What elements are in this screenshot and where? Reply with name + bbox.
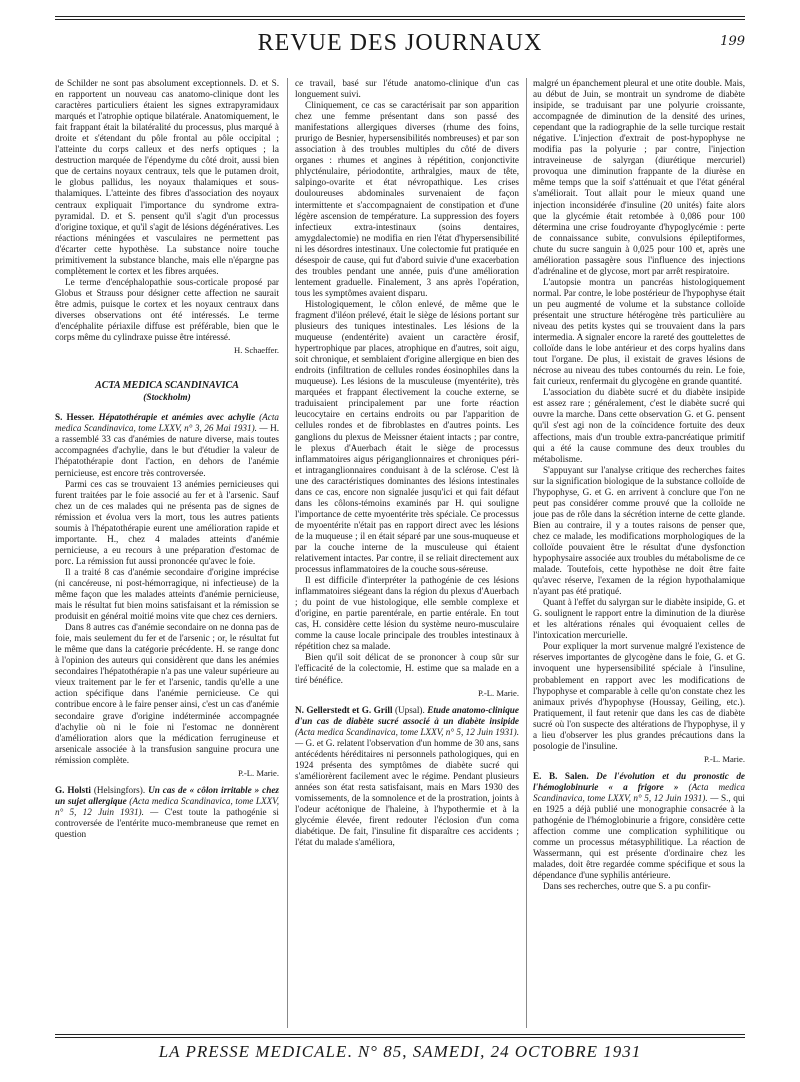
article-location: (Upsal). — [394, 704, 425, 715]
article-author: S. Hesser. — [55, 412, 95, 423]
paragraph: Dans ses recherches, outre que S. a pu confir- — [543, 881, 711, 892]
column-2 — [295, 78, 519, 1028]
page-header — [55, 16, 745, 58]
article-location: (Helsingfors). — [93, 784, 146, 795]
journal-heading: ACTA MEDICA SCANDINAVICA — [95, 380, 239, 392]
paragraph: Parmi ces cas se trouvaient 13 anémies pernicieuses qui furent traitées par le foie associé au fer et à l'arsenic. Sauf chez un de ces malades qui ne présenta pas de signes de rémission et évolua vers la mort, tous les autres patients soumis à l'hépatothérapie eurent une amélioration rapide et importante. H., chez 4 malades atteints d'anémie pernicieuse, a eu recours à une préparation d'estomac de porc. La rémission fut aussi prononcée qu'avec le foie. — [55, 478, 279, 566]
signature: P.-L. Marie. — [703, 753, 745, 764]
article-entry — [55, 412, 279, 478]
article-entry — [533, 771, 745, 881]
paragraph: ce travail, basé sur l'étude anatomo-clinique d'un cas longuement suivi. — [295, 78, 519, 100]
footer-date: SAMEDI, 24 OCTOBRE 1931 — [412, 1042, 642, 1061]
paragraph: Le terme d'encéphalopathie sous-corticale proposé par Globus et Strauss pour désigner cette affection ne saurait être admis, puisque le cortex et les noyaux centraux dans diverses observations ont été intéressés. Le terme d'encéphalite périaxile diffuse est préférable, bien que le corps même du cylindraxe puisse être intéressé. — [55, 276, 279, 343]
article-author: N. Gellerstedt et G. Grill — [295, 704, 393, 715]
header-rule-top — [55, 16, 745, 17]
article-body: G. et G. relatent l'observation d'un homme de 30 ans, sans antécédents héréditaires ni personnels pathologiques, qui en 1924 présenta des symptômes de diabète sucré qui s'améliorèrent facilement avec le régime. Pendant plusieurs années son état resta satisfaisant, mais en Mars 1930 des vomissements, de la somnolence et de la prostration, joints à l'odeur acétonique de l'haleine, à l'hypothermie et à la glycémie élevée, firent redouter l'éclosion d'un coma diabétique. De fait, l'insuline fit disparaître ces accidents ; l'état du malade s'améliora, — [295, 737, 519, 848]
article-columns — [55, 78, 745, 1028]
article-reference: (Acta medica Scandinavica, tome LXXV, n° 5, 12 Juin 1931). — — [533, 781, 745, 803]
paragraph: Quant à l'effet du salyrgan sur le diabète insipide, G. et G. soulignent le rapport entre la diminution de la diurèse et les altérations rénales qui évoquaient celles de l'intoxication mercurielle. — [533, 597, 745, 641]
paragraph: Bien qu'il soit délicat de se prononcer à coup sûr sur l'efficacité de la colectomie, H. estime que sa malade en a tiré bénéfice. — [295, 652, 519, 685]
article-author: G. Holsti — [55, 784, 91, 795]
footer-rule-2 — [55, 1037, 745, 1038]
paragraph: Histologiquement, le côlon enlevé, de même que le fragment d'iléon prélevé, était le siège de lésions portant sur plusieurs des tuniques intestinales. Les lésions de la muqueuse (endentérite) avaient un caractère érosif, hypertrophique par places, atrophique en d'autres, soit aigu, soit chronique, et semblaient d'origine allergique en bien des endroits (infiltration de cellules rondes éosinophiles dans la muqueuse). Les lésions de la musculeuse (myentérite), très marquées et frappant électivement la couche externe, se traduisaient principalement par une forte réaction leucocytaire en certains endroits ou par l'apparition de cellules rondes et de fibroblastes en d'autres points. Les ganglions du plexus de Meissner étaient intacts ; par contre, le plexus d'Auerbach était le siège de processus inflammatoires aigus périganglionnaires et chroniques péri- et intraganglionnaires conduisant à de la sclérose. C'est là une des caractéristiques dominantes des lésions intestinales dans ce cas, encore non signalée jusqu'ici et qui fait défaut dans les côlons-témoins examinés par H. qui souligne l'importance de cette myoentérite très spéciale. Ce processus de myoentérite n'était pas en rapport direct avec les lésions de la muqueuse ; il en était séparé par une sous-muqueuse et par la couche interne de la musculeuse qui étaient relativement intactes. Par contre, il se reliait directement aux processus inflammatoires de la couche sous-séreuse. — [295, 298, 519, 575]
article-body: C'est toute la pathogénie si controversée de l'entérite muco-membraneuse que remet en question — [55, 806, 279, 839]
paragraph: Pour expliquer la mort survenue malgré l'existence de réserves importantes de glycogène dans le foie, G. et G. invoquent une hypersensibilité spéciale à l'insuline, probablement en rapport avec les modifications de l'hypophyse et comparable à celle qu'on constate chez les animaux privés d'hypophyse (Houssay, Geiling, etc.). Pratiquement, il faut retenir que dans les cas de diabète sucré où l'on suspecte des altérations de l'hypophyse, il y a lieu d'observer les plus grandes précautions dans la posologie de l'insuline. — [533, 641, 745, 751]
signature: H. Schaeffer. — [234, 345, 279, 356]
article-reference: (Acta medica Scandinavica, tome LXXV, n° 5, 12 Juin 1931). — — [295, 726, 519, 748]
signature: P.-L. Marie. — [477, 687, 519, 698]
article-title: De l'évolution et du pronostic de l'hémoglobinurie « a frigore » — [533, 770, 745, 792]
footer-text: LA PRESSE MEDICALE. N° 85, SAMEDI, 24 OCTOBRE 1931 — [158, 1042, 642, 1061]
article-author: E. B. Salen. — [533, 770, 589, 781]
journal-city: (Stockholm) — [143, 393, 191, 404]
column-divider — [287, 78, 288, 1028]
signature: P.-L. Marie. — [237, 767, 279, 778]
article-reference: (Acta medica Scandinavica, tome LXXV, n° 5, 12 Juin 1931). — — [55, 795, 279, 817]
article-title: Etude anatomo-clinique d'un cas de diabète sucré associé à un diabète insipide — [295, 704, 519, 726]
header-rule-top-2 — [55, 19, 745, 20]
paragraph: Cliniquement, ce cas se caractérisait par son apparition chez une femme présentant dans son passé des manifestations allergiques diverses (rhume des foins, prurigo de Besnier, hypersensibilités nombreuses) et par son association à des troubles multiples du côté de divers organes : rhumes et angines à répétition, conjonctivite phlycténulaire, périodontite, arthralgies, maux de tête, salpingo-ovarite et état névropathique. Les crises douloureuses abdominales survenaient de façon intermittente et s'accompagnaient de constipation et d'une légère ascension de température. La suppression des foyers infectieux extra-intestinaux (soins dentaires, amygdalectomie) ne modifia en rien l'état d'hypersensibilité ni les désordres intestinaux. Une colectomie fut pratiquée en désespoir de cause, qui fut d'abord suivie d'une exacerbation des troubles pendant une année, puis d'une amélioration lentement graduelle. Finalement, 3 ans après l'opération, tous les symptômes avaient disparu. — [295, 100, 519, 298]
article-entry — [55, 785, 279, 840]
article-title: Un cas de « côlon irritable » chez un sujet allergique — [55, 784, 279, 806]
page-number: 199 — [720, 34, 745, 49]
article-title: Hépatothérapie et anémies avec achylie — [98, 412, 256, 423]
footer-rule — [55, 1034, 745, 1035]
article-body: S., qui en 1925 a déjà publié une monographie consacrée à la pathogénie de l'hémoglobinurie a frigore, considère cette affection comme une complication syphilitique ou comme un processus métasyphilitique. La réaction de Wassermann, qui est présente d'ordinaire chez les malades, doit être regardée comme spécifique et sous la dépendance d'une syphilis antérieure. — [533, 793, 745, 881]
running-title: REVUE DES JOURNAUX — [257, 30, 543, 56]
column-3 — [533, 78, 745, 1028]
paragraph: Il a traité 8 cas d'anémie secondaire d'origine imprécise (ni cancéreuse, ni post-hémorragique, ni infectieuse) de la même façon que les malades atteints d'anémie pernicieuse, mais le résultat fut bien moins satisfaisant et la rémission se produisit en général moitié moins vite que chez ces derniers. — [55, 566, 279, 622]
paragraph: Il est difficile d'interpréter la pathogénie de ces lésions inflammatoires siégeant dans la région du plexus d'Auerbach ; du point de vue histologique, elle semble complexe et d'origine, en partie parentérale, en partie entérale. En tout cas, H. considère cette lésion du système neuro-musculaire comme la cause locale principale des troubles intestinaux à répétition chez sa malade. — [295, 575, 519, 652]
paragraph: S'appuyant sur l'analyse critique des recherches faites sur la signification biologique de la substance colloïde de l'hypophyse, G. et G. en arrivent à conclure que l'on ne peut pas considérer comme prouvé que la colloïde ne joue pas de rôle dans la sécrétion interne de cette glande. Bien au contraire, il y a toutes raisons de penser que, chez ce malade, les modifications morphologiques de la colloïde pouvaient être le résultat d'une dysfonction hypophysaire associée aux troubles du métabolisme de ce malade. Toutefois, cette hypothèse ne doit être faite qu'avec réserve, l'examen de la région hypothalamique n'ayant pas été pratiqué. — [533, 464, 745, 597]
page-footer — [55, 1034, 745, 1066]
footer-issue: N° 85 — [357, 1042, 403, 1061]
paragraph: de Schilder ne sont pas absolument exceptionnels. D. et S. en rapportent un nouveau cas anatomo-clinique dont les caractères particuliers étaient les signes extrapyramidaux marqués et l'atrophie optique bilatérale. Anatomiquement, le fait frappant était la bilatéralité du processus, plus marqué à droite et s'étendant du pôle frontal au pôle occipital ; l'atteinte du corps calleux et des nerfs optiques ; la destruction marquée de l'épendyme du côté droit, aussi bien que de certains noyaux centraux, tels que le putamen droit, le globus pallidus, les noyaux thalamiques et sous-thalamiques. L'atteinte des fibres d'association des noyaux centraux expliquait l'importance du syndrome extra-pyramidal. D. et S. pensent qu'il s'agit d'un processus d'origine toxique, et qu'il s'agit de lésions dégénératives. Les réactions méningées et vasculaires ne permettent pas d'écarter cette hypothèse. La substance noire touche primitivement la substance blanche, mais elle n'épargne pas complètement le cortex et les fibres arquées. — [55, 78, 279, 276]
article-entry — [295, 705, 519, 849]
paragraph: malgré un épanchement pleural et une otite double. Mais, au début de Juin, se montrait un syndrome de diabète insipide, se traduisant par une polyurie croissante, accompagnée de diminution de la densité des urines, cependant que la radiographie de la selle turcique restait négative. L'injection d'extrait de post-hypophyse ne modifia pas la polyurie ; par contre, l'injection intraveineuse de salyrgan (diurétique mercuriel) provoqua une diminution frappante de la diurèse en même temps que la soif s'atténuait et que l'état général s'améliorait. Tout allait pour le mieux quand une injection inconsidérée d'insuline (20 unités) faite alors que la glycémie était retombée à 0,086 pour 100 détermina une crise foudroyante d'hypoglycémie : perte de connaissance subite, convulsions épileptiformes, chute du sucre sanguin à 0,025 pour 100 et, après une amélioration passagère sous l'influence des injections d'adrénaline et de glycose, mort par arrêt respiratoire. — [533, 78, 745, 276]
article-reference: (Acta medica Scandinavica, tome LXXV, n° 3, 26 Mai 1931). — — [55, 412, 279, 434]
column-1 — [55, 78, 279, 1028]
paragraph: L'association du diabète sucré et du diabète insipide est assez rare ; généralement, c'est le diabète sucré qui ouvre la marche. Dans cette observation G. et G. pensent qu'il s'est agi non de la coïncidence fortuite des deux affections, mais d'un trouble extra-pancréatique primitif qui a été la cause commune des deux troubles du métabolisme. — [533, 387, 745, 464]
article-body: H. a rassemblé 33 cas d'anémies de nature diverse, mais toutes accompagnées d'achylie, dans le but d'étudier la valeur de l'hépatothérapie dont l'action, en dehors de l'anémie pernicieuse, est encore très controversée. — [55, 423, 279, 478]
footer-journal: LA PRESSE MEDICALE — [158, 1042, 348, 1061]
paragraph: L'autopsie montra un pancréas histologiquement normal. Par contre, le lobe postérieur de l'hypophyse était un peu augmenté de volume et la substance colloïde présentait une structure hétérogène très particulière au niveau des petits kystes qui se trouvaient dans la pars intermedia. A signaler encore la rareté des gouttelettes de colloïde dans le lobe antérieur et des corps hyalins dans tout l'organe. De plus, il existait de graves lésions de nécrose au niveau des tubes contournés du rein. Le foie, fait curieux, renfermait du glycogène en grande quantité. — [533, 276, 745, 387]
paragraph: Dans 8 autres cas d'anémie secondaire on ne donna pas de foie, mais seulement du fer et de l'arsenic ; or, le résultat fut le même que dans la catégorie précédente. H. se range donc à l'opinion des auteurs qui considèrent que dans les anémies secondaires l'hépatothérapie n'a pas une valeur supérieure au vieux traitement par le fer et l'arsenic, tandis qu'elle a une action spécifique dans l'anémie pernicieuse. Ce qui contribue encore à le faire penser ainsi, c'est un cas d'anémie secondaire grave d'origine indéterminée accompagnée d'achylie où ni le foie ni l'estomac ne donnèrent d'amélioration alors que la médication ferrugineuse et arsenicale associée à la transfusion sanguine procura une rémission complète. — [55, 622, 279, 765]
column-divider — [526, 78, 527, 1028]
